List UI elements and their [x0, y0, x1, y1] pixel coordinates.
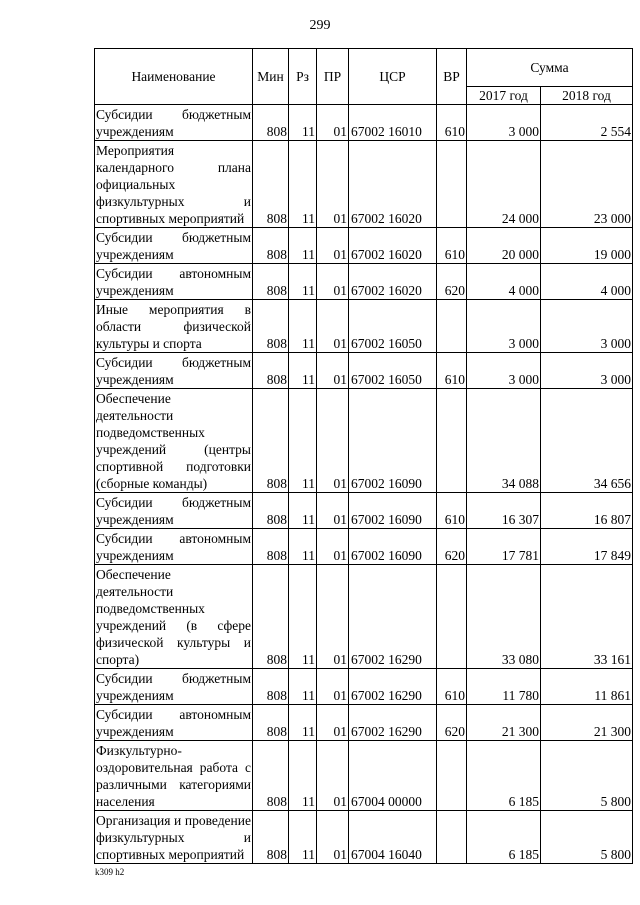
- row-csr: 67002 16020: [349, 228, 437, 264]
- row-sum-2017: 17 781: [467, 529, 541, 565]
- row-vr: [437, 565, 467, 669]
- row-rz: 11: [289, 493, 317, 529]
- row-pr: 01: [317, 105, 349, 141]
- row-min: 808: [253, 389, 289, 493]
- table-row: [95, 669, 633, 705]
- row-sum-2018: 3 000: [541, 300, 633, 353]
- row-name: Субсидии бюджетным учреждениям: [95, 353, 253, 389]
- row-sum-2017: 16 307: [467, 493, 541, 529]
- table-row: [95, 389, 633, 493]
- row-name: Субсидии автономным учреждениям: [95, 705, 253, 741]
- row-pr: 01: [317, 141, 349, 228]
- row-rz: 11: [289, 529, 317, 565]
- row-sum-2017: 3 000: [467, 353, 541, 389]
- row-vr: [437, 811, 467, 864]
- table-row: [95, 529, 633, 565]
- row-sum-2017: 4 000: [467, 264, 541, 300]
- row-vr: [437, 300, 467, 353]
- row-pr: 01: [317, 705, 349, 741]
- row-min: 808: [253, 669, 289, 705]
- row-pr: 01: [317, 389, 349, 493]
- row-rz: 11: [289, 811, 317, 864]
- row-min: 808: [253, 228, 289, 264]
- row-sum-2018: 4 000: [541, 264, 633, 300]
- row-min: 808: [253, 493, 289, 529]
- row-csr: 67002 16090: [349, 529, 437, 565]
- row-name: Организация и проведение физкультурных и спортивных мероприятий: [95, 811, 253, 864]
- row-sum-2017: 11 780: [467, 669, 541, 705]
- row-csr: 67002 16050: [349, 300, 437, 353]
- row-name: Физкультурно-оздоровительная работа с различными категориями населения: [95, 741, 253, 811]
- row-csr: 67004 16040: [349, 811, 437, 864]
- row-min: 808: [253, 105, 289, 141]
- row-sum-2017: 33 080: [467, 565, 541, 669]
- row-rz: 11: [289, 705, 317, 741]
- header-year-2018: 2018 год: [541, 87, 633, 105]
- row-pr: 01: [317, 529, 349, 565]
- row-csr: 67004 00000: [349, 741, 437, 811]
- row-csr: 67002 16290: [349, 565, 437, 669]
- row-rz: 11: [289, 389, 317, 493]
- table-body: [95, 105, 633, 864]
- table-row: [95, 741, 633, 811]
- row-csr: 67002 16290: [349, 669, 437, 705]
- row-pr: 01: [317, 228, 349, 264]
- budget-table: [94, 48, 633, 864]
- header-sum: Сумма: [467, 49, 633, 87]
- header-vr: ВР: [437, 49, 467, 105]
- row-name: Субсидии автономным учреждениям: [95, 529, 253, 565]
- row-vr: 610: [437, 353, 467, 389]
- row-csr: 67002 16020: [349, 141, 437, 228]
- table-row: [95, 565, 633, 669]
- row-sum-2018: 16 807: [541, 493, 633, 529]
- row-min: 808: [253, 264, 289, 300]
- row-csr: 67002 16020: [349, 264, 437, 300]
- table-row: [95, 300, 633, 353]
- row-min: 808: [253, 353, 289, 389]
- row-csr: 67002 16090: [349, 389, 437, 493]
- row-min: 808: [253, 565, 289, 669]
- header-csr: ЦСР: [349, 49, 437, 105]
- table-row: [95, 811, 633, 864]
- header-min: Мин: [253, 49, 289, 105]
- row-sum-2018: 2 554: [541, 105, 633, 141]
- row-name: Мероприятия календарного плана официальных физкультурных и спортивных мероприятий: [95, 141, 253, 228]
- row-pr: 01: [317, 300, 349, 353]
- row-sum-2017: 20 000: [467, 228, 541, 264]
- row-csr: 67002 16050: [349, 353, 437, 389]
- row-pr: 01: [317, 565, 349, 669]
- row-name: Субсидии бюджетным учреждениям: [95, 493, 253, 529]
- row-sum-2017: 21 300: [467, 705, 541, 741]
- row-name: Обеспечение деятельности подведомственных учреждений (в сфере физической культуры и спорта): [95, 565, 253, 669]
- row-vr: 620: [437, 529, 467, 565]
- row-rz: 11: [289, 565, 317, 669]
- header-year-2017: 2017 год: [467, 87, 541, 105]
- table-row: [95, 493, 633, 529]
- row-sum-2017: 24 000: [467, 141, 541, 228]
- row-pr: 01: [317, 493, 349, 529]
- header-name: Наименование: [95, 49, 253, 105]
- row-sum-2017: 3 000: [467, 105, 541, 141]
- row-csr: 67002 16290: [349, 705, 437, 741]
- row-sum-2018: 11 861: [541, 669, 633, 705]
- page-number: 299: [309, 18, 331, 33]
- row-rz: 11: [289, 141, 317, 228]
- row-name: Субсидии бюджетным учреждениям: [95, 105, 253, 141]
- row-min: 808: [253, 705, 289, 741]
- row-sum-2018: 5 800: [541, 811, 633, 864]
- row-vr: 610: [437, 669, 467, 705]
- row-pr: 01: [317, 811, 349, 864]
- row-vr: 620: [437, 264, 467, 300]
- row-name: Субсидии бюджетным учреждениям: [95, 669, 253, 705]
- row-sum-2018: 17 849: [541, 529, 633, 565]
- row-rz: 11: [289, 669, 317, 705]
- row-sum-2017: 34 088: [467, 389, 541, 493]
- header-pr: ПР: [317, 49, 349, 105]
- row-name: Обеспечение деятельности подведомственных учреждений (центры спортивной подготовки (сборные команды): [95, 389, 253, 493]
- row-csr: 67002 16010: [349, 105, 437, 141]
- row-name: Иные мероприятия в области физической культуры и спорта: [95, 300, 253, 353]
- row-sum-2017: 3 000: [467, 300, 541, 353]
- row-min: 808: [253, 741, 289, 811]
- row-sum-2018: 23 000: [541, 141, 633, 228]
- footer-code: k309 h2: [95, 867, 125, 877]
- row-vr: [437, 141, 467, 228]
- row-pr: 01: [317, 264, 349, 300]
- table-row: [95, 264, 633, 300]
- row-min: 808: [253, 811, 289, 864]
- row-sum-2017: 6 185: [467, 811, 541, 864]
- row-sum-2018: 21 300: [541, 705, 633, 741]
- row-sum-2018: 5 800: [541, 741, 633, 811]
- row-csr: 67002 16090: [349, 493, 437, 529]
- row-pr: 01: [317, 741, 349, 811]
- row-min: 808: [253, 529, 289, 565]
- row-rz: 11: [289, 105, 317, 141]
- table-row: [95, 353, 633, 389]
- row-vr: 620: [437, 705, 467, 741]
- row-name: Субсидии бюджетным учреждениям: [95, 228, 253, 264]
- row-min: 808: [253, 300, 289, 353]
- row-pr: 01: [317, 353, 349, 389]
- row-vr: 610: [437, 105, 467, 141]
- row-rz: 11: [289, 353, 317, 389]
- table-row: [95, 105, 633, 141]
- table-row: [95, 228, 633, 264]
- header-rz: Рз: [289, 49, 317, 105]
- row-sum-2018: 19 000: [541, 228, 633, 264]
- row-sum-2018: 3 000: [541, 353, 633, 389]
- table-row: [95, 141, 633, 228]
- row-rz: 11: [289, 228, 317, 264]
- row-rz: 11: [289, 741, 317, 811]
- row-vr: [437, 741, 467, 811]
- row-vr: 610: [437, 493, 467, 529]
- table-row: [95, 705, 633, 741]
- row-rz: 11: [289, 300, 317, 353]
- row-min: 808: [253, 141, 289, 228]
- row-sum-2018: 33 161: [541, 565, 633, 669]
- row-name: Субсидии автономным учреждениям: [95, 264, 253, 300]
- row-sum-2018: 34 656: [541, 389, 633, 493]
- row-vr: [437, 389, 467, 493]
- row-sum-2017: 6 185: [467, 741, 541, 811]
- row-vr: 610: [437, 228, 467, 264]
- row-pr: 01: [317, 669, 349, 705]
- row-rz: 11: [289, 264, 317, 300]
